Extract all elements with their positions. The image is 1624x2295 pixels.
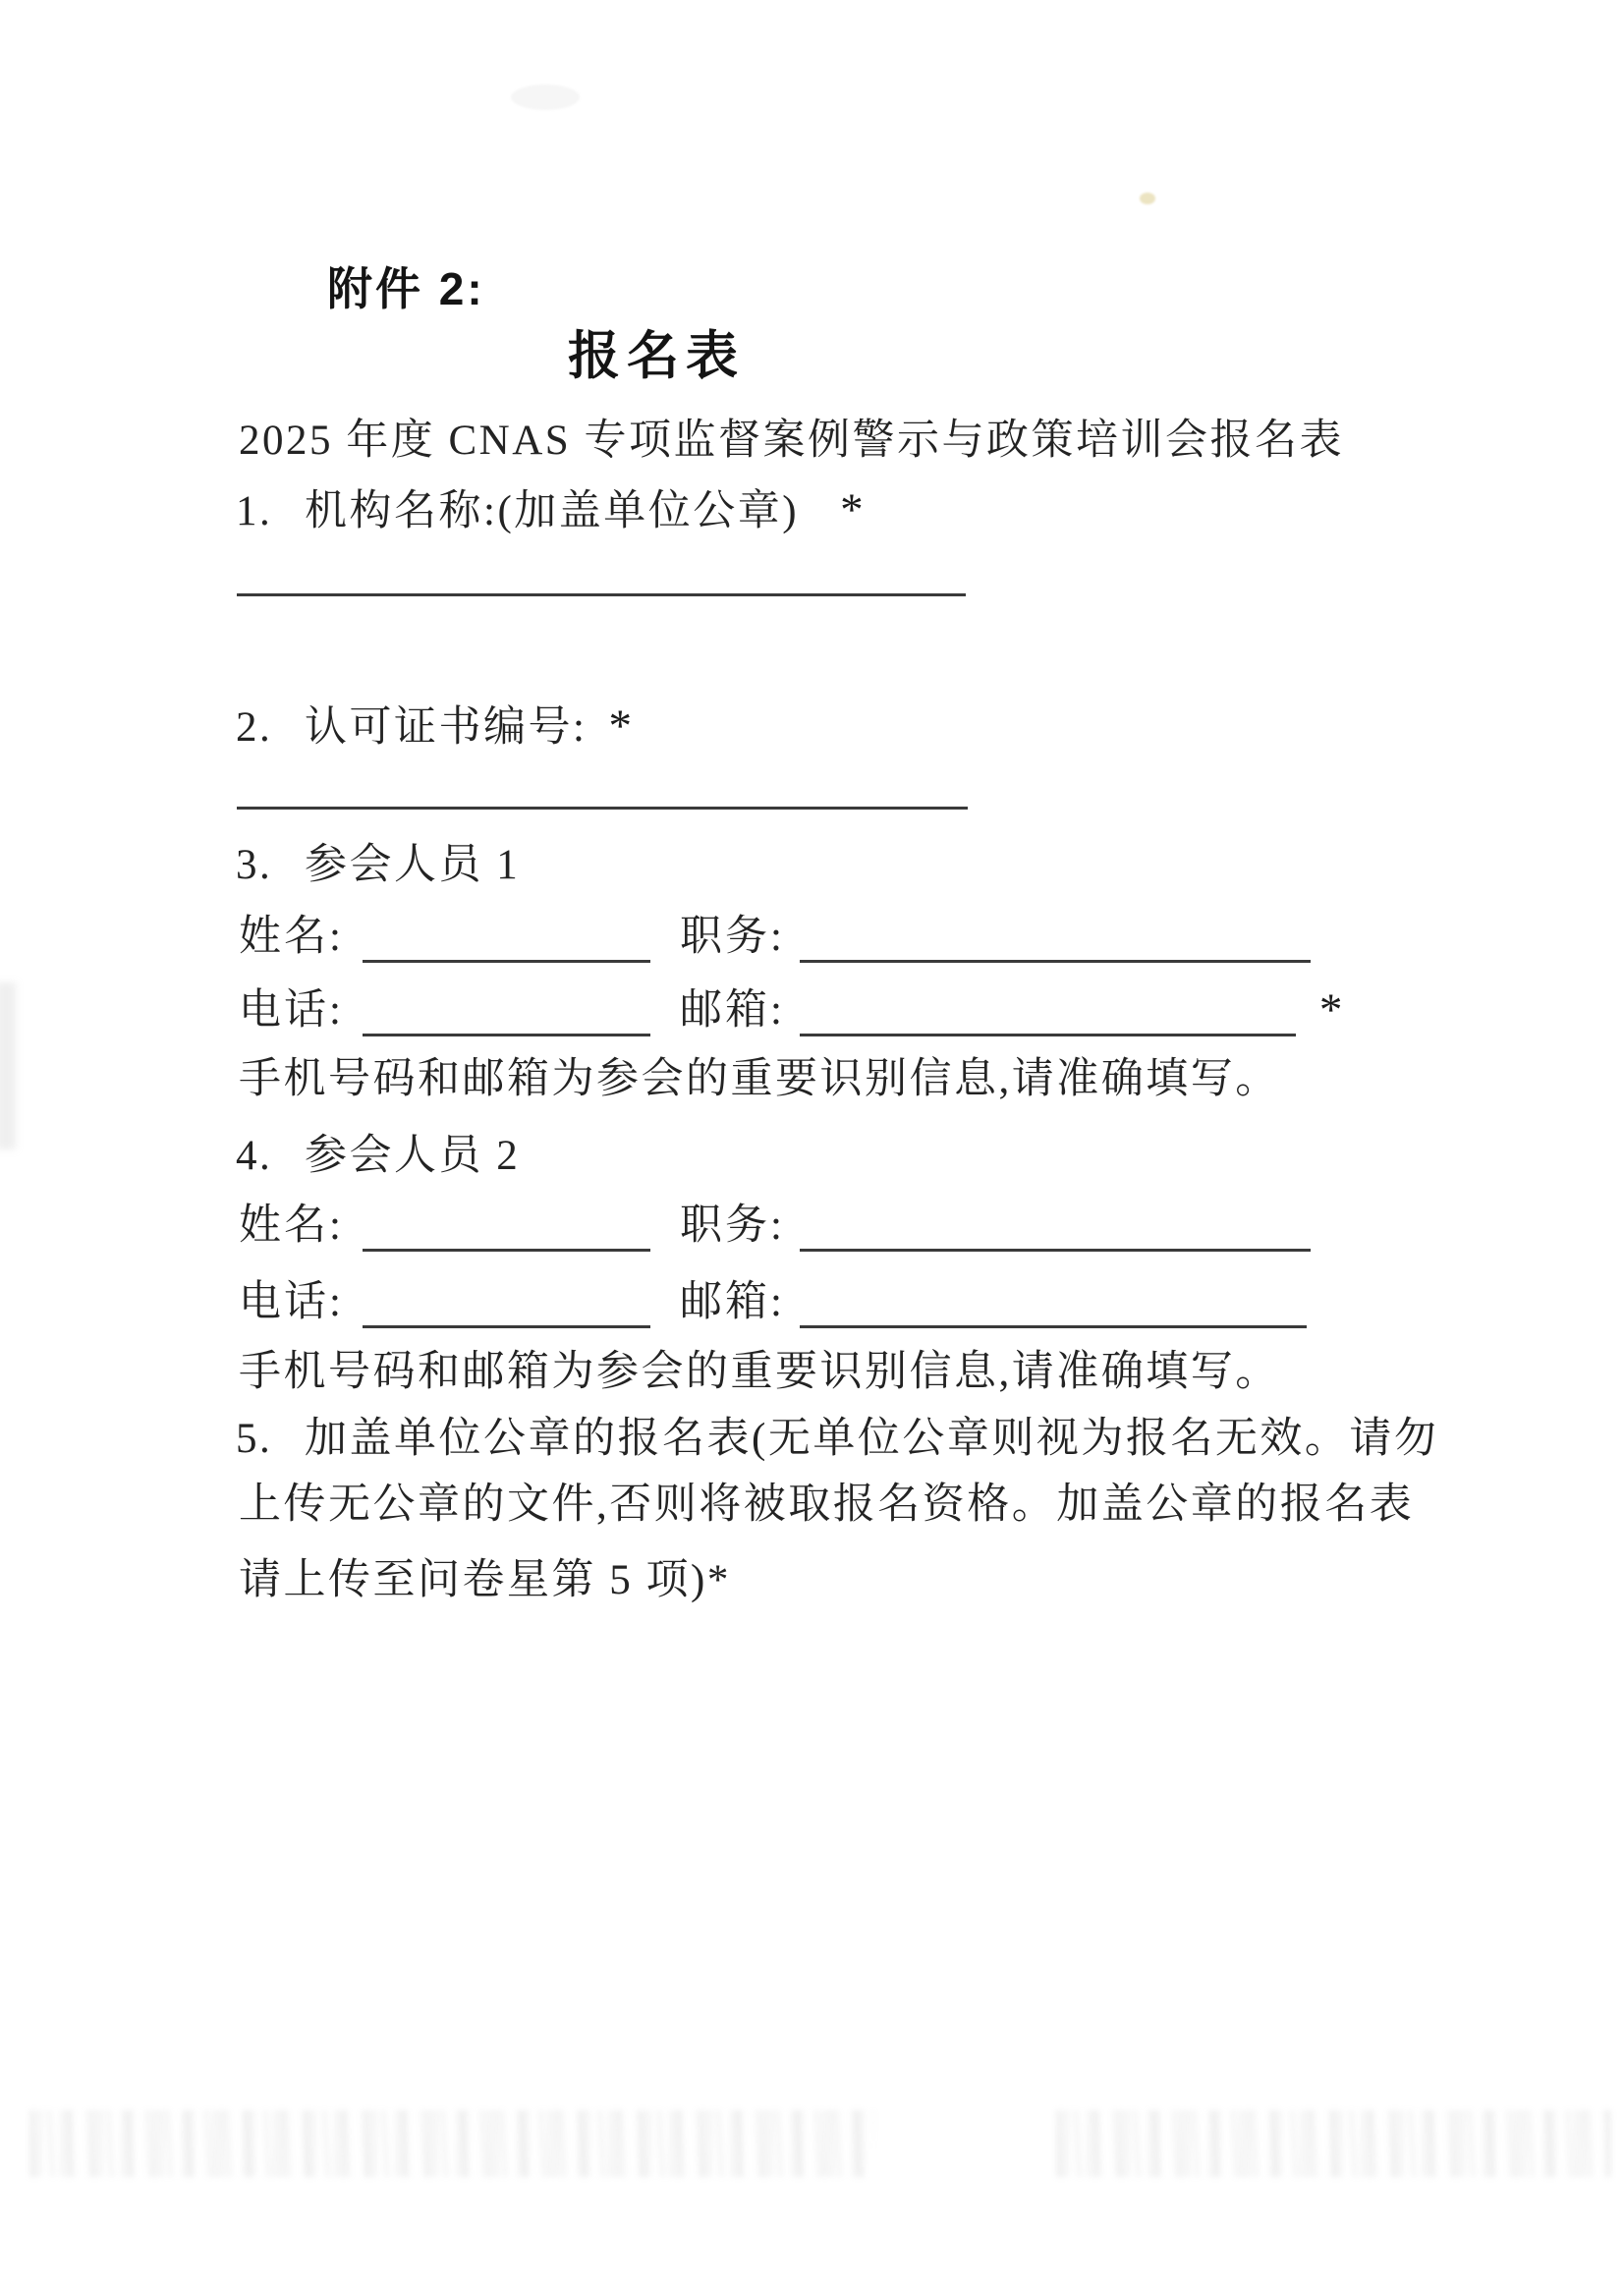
item-3-attendee-1 (236, 841, 520, 889)
item-3-number: 3. (236, 842, 273, 888)
position-label: 职务: (679, 914, 785, 960)
item-1-number: 1. (236, 488, 273, 534)
attendee-1-name-row (239, 912, 1311, 963)
item-3-label: 参会人员 1 (305, 842, 521, 888)
phone-label: 电话: (239, 1279, 344, 1325)
attendee-2-contact-row (239, 1277, 1307, 1328)
item-4-attendee-2 (236, 1132, 520, 1180)
item-2-certificate-number (236, 700, 632, 753)
position-label: 职务: (679, 1203, 785, 1249)
item-1-label: 机构名称:(加盖单位公章) (305, 488, 800, 534)
name-label: 姓名: (239, 914, 344, 960)
phone-label: 电话: (239, 987, 344, 1034)
attendee-2-phone-blank-line (363, 1318, 650, 1328)
item-1-institution-name (236, 483, 864, 536)
attendee-2-email-blank-line (800, 1318, 1307, 1328)
attendee-2-name-blank-line (363, 1242, 650, 1252)
item-1-required-asterisk: * (840, 484, 864, 535)
attendee-2-name-row (239, 1201, 1311, 1252)
form-subtitle: 2025 年度 CNAS 专项监督案例警示与政策培训会报名表 (239, 418, 1344, 464)
item-2-required-asterisk: * (608, 700, 632, 752)
scan-smudge-top (511, 84, 580, 110)
email-required-asterisk: * (1318, 984, 1343, 1036)
certificate-number-blank-line (237, 807, 968, 810)
item-5-number: 5. (236, 1416, 273, 1462)
scan-smudge-left-edge (0, 982, 16, 1149)
email-label: 邮箱: (679, 1279, 785, 1325)
name-label: 姓名: (239, 1203, 344, 1249)
item-2-number: 2. (236, 704, 273, 751)
attendee-1-phone-blank-line (363, 1027, 650, 1036)
contact-accuracy-note-1: 手机号码和邮箱为参会的重要识别信息,请准确填写。 (239, 1056, 1280, 1102)
item-2-label: 认可证书编号: (305, 704, 588, 751)
item-5-text-line-3: 请上传至问卷星第 5 项)* (239, 1557, 731, 1603)
item-5-text-line-2: 上传无公章的文件,否则将被取报名资格。加盖公章的报名表 (239, 1482, 1415, 1528)
scan-bleed-through-right (1056, 2110, 1611, 2177)
attachment-label: 附件 2: (327, 263, 485, 314)
scan-bleed-through-left (29, 2110, 874, 2177)
attendee-1-position-blank-line (800, 953, 1311, 963)
item-5-stamp-instruction-line-1 (236, 1415, 1438, 1463)
email-label: 邮箱: (679, 987, 785, 1034)
contact-accuracy-note-2: 手机号码和邮箱为参会的重要识别信息,请准确填写。 (239, 1349, 1280, 1395)
attendee-1-name-blank-line (363, 953, 650, 963)
attendee-1-contact-row (239, 985, 1342, 1036)
page-title: 报名表 (568, 327, 745, 385)
item-4-label: 参会人员 2 (305, 1133, 521, 1179)
institution-name-blank-line (237, 593, 966, 596)
scan-speck (1140, 193, 1155, 204)
item-5-text-line-1: 加盖单位公章的报名表(无单位公章则视为报名无效。请勿 (305, 1416, 1439, 1462)
attendee-2-position-blank-line (800, 1242, 1311, 1252)
attendee-1-email-blank-line (800, 1027, 1296, 1036)
item-4-number: 4. (236, 1133, 273, 1179)
